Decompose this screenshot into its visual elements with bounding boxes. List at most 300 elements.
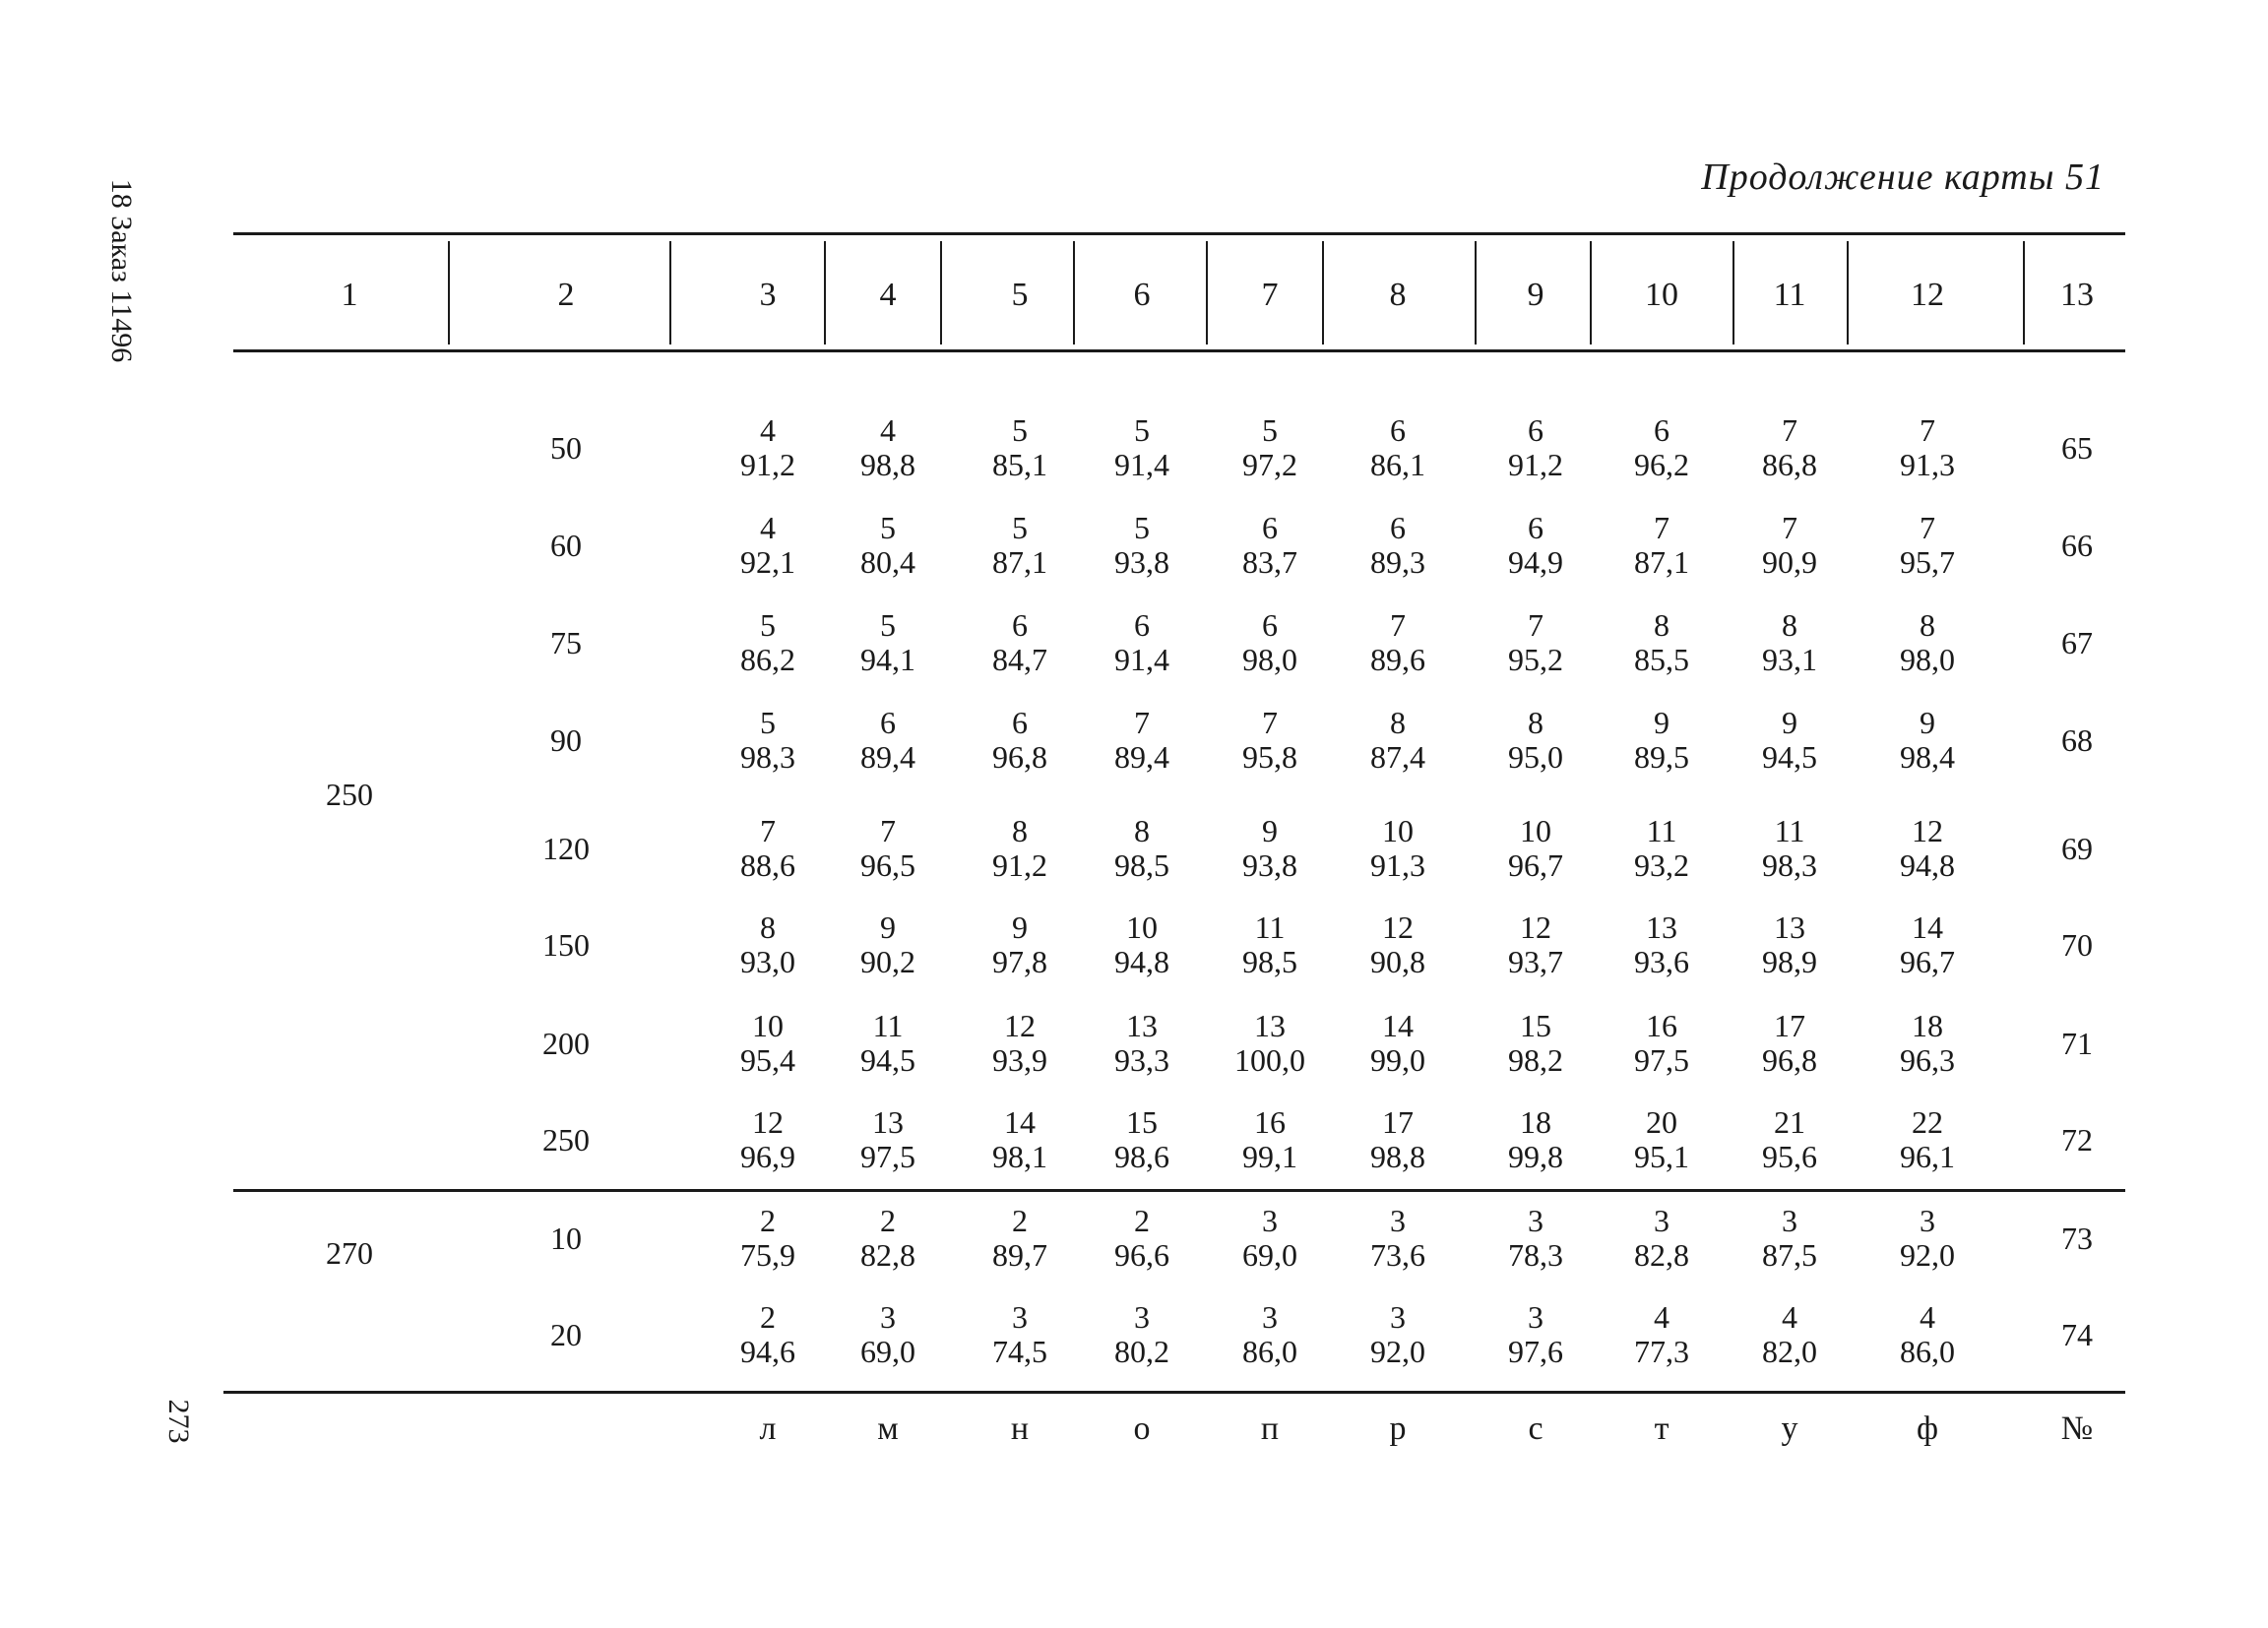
table-cell [1083, 1204, 1201, 1273]
table-cell [1868, 511, 1986, 580]
row-number: 65 [2061, 430, 2093, 466]
cell-count: 5 [760, 705, 776, 740]
cell-count: 11 [872, 1008, 904, 1043]
cell-percent: 93,0 [740, 944, 795, 979]
cell-count: 6 [1390, 510, 1406, 545]
table-cell [1603, 1204, 1721, 1273]
header-cell: 6 [1133, 277, 1151, 313]
cell-percent: 98,5 [1242, 944, 1297, 979]
cell-percent: 69,0 [860, 1334, 915, 1369]
table-cell [709, 608, 827, 677]
table-cell [1211, 608, 1329, 677]
table-cell [1603, 1009, 1721, 1078]
table-cell [829, 511, 947, 580]
table-cell [1211, 1204, 1329, 1273]
cell-count: 3 [1528, 1203, 1544, 1238]
table-cell [1603, 910, 1721, 979]
row-dimension: 60 [550, 528, 582, 563]
cell-percent: 97,8 [992, 944, 1047, 979]
cell-percent: 95,7 [1900, 544, 1955, 580]
table-cell [1211, 706, 1329, 775]
table-cell [961, 608, 1079, 677]
cell-percent: 87,4 [1370, 739, 1425, 775]
cell-percent: 80,2 [1114, 1334, 1169, 1369]
cell-count: 9 [1012, 909, 1028, 945]
table-top-rule [233, 232, 2125, 235]
cell-percent: 97,6 [1508, 1334, 1563, 1369]
cell-percent: 78,3 [1508, 1237, 1563, 1273]
cell-percent: 99,8 [1508, 1139, 1563, 1174]
cell-percent: 96,9 [740, 1139, 795, 1174]
header-cell: 13 [2060, 277, 2094, 313]
table-cell [1083, 706, 1201, 775]
table-cell [961, 910, 1079, 979]
header-cell: 11 [1773, 277, 1806, 313]
header-cell: 1 [341, 277, 358, 313]
cell-percent: 89,6 [1370, 642, 1425, 677]
cell-count: 8 [1528, 705, 1544, 740]
cell-percent: 80,4 [860, 544, 915, 580]
cell-count: 7 [1262, 705, 1278, 740]
table-cell [1868, 413, 1986, 482]
table-cell [829, 608, 947, 677]
row-dimension: 200 [542, 1026, 590, 1061]
cell-percent: 74,5 [992, 1334, 1047, 1369]
cell-percent: 96,7 [1900, 944, 1955, 979]
cell-count: 8 [1134, 813, 1150, 848]
cell-count: 16 [1254, 1104, 1286, 1140]
cell-count: 8 [1012, 813, 1028, 848]
header-cell: 3 [759, 277, 777, 313]
header-cell: 7 [1261, 277, 1279, 313]
cell-percent: 98,9 [1762, 944, 1817, 979]
cell-percent: 89,7 [992, 1237, 1047, 1273]
row-number: 71 [2061, 1026, 2093, 1061]
cell-count: 9 [1782, 705, 1797, 740]
cell-count: 7 [1390, 607, 1406, 643]
table-cell [1477, 1300, 1595, 1369]
header-separator [448, 241, 450, 344]
cell-count: 13 [1254, 1008, 1286, 1043]
group-label: 270 [326, 1235, 373, 1271]
cell-percent: 95,6 [1762, 1139, 1817, 1174]
cell-percent: 92,0 [1900, 1237, 1955, 1273]
cell-count: 14 [1912, 909, 1943, 945]
cell-count: 12 [1382, 909, 1414, 945]
table-cell [1083, 814, 1201, 883]
cell-percent: 89,3 [1370, 544, 1425, 580]
cell-count: 3 [1654, 1203, 1670, 1238]
table-cell [1868, 910, 1986, 979]
row-number: 68 [2061, 722, 2093, 758]
cell-count: 6 [1012, 607, 1028, 643]
table-cell [961, 1300, 1079, 1369]
table-cell [1603, 1105, 1721, 1174]
table-cell [1339, 608, 1457, 677]
footer-letter: ф [1916, 1410, 1939, 1447]
table-cell [961, 814, 1079, 883]
table-cell [829, 1105, 947, 1174]
cell-percent: 91,2 [740, 447, 795, 482]
table-cell [1868, 1105, 1986, 1174]
cell-percent: 91,4 [1114, 642, 1169, 677]
table-cell [1083, 1009, 1201, 1078]
row-dimension: 20 [550, 1317, 582, 1352]
row-dimension: 120 [542, 831, 590, 866]
cell-count: 14 [1004, 1104, 1036, 1140]
cell-percent: 98,6 [1114, 1139, 1169, 1174]
table-cell [961, 1204, 1079, 1273]
cell-count: 17 [1382, 1104, 1414, 1140]
table-cell [1731, 1300, 1849, 1369]
cell-percent: 96,5 [860, 847, 915, 883]
row-number: 70 [2061, 927, 2093, 963]
header-cell: 10 [1645, 277, 1678, 313]
cell-count: 5 [1134, 412, 1150, 448]
cell-percent: 96,8 [992, 739, 1047, 775]
table-cell [709, 413, 827, 482]
cell-count: 7 [880, 813, 896, 848]
table-cell [1868, 1204, 1986, 1273]
cell-count: 21 [1774, 1104, 1805, 1140]
cell-count: 3 [1262, 1299, 1278, 1335]
cell-percent: 85,5 [1634, 642, 1689, 677]
row-dimension: 50 [550, 430, 582, 466]
cell-percent: 96,6 [1114, 1237, 1169, 1273]
cell-count: 10 [752, 1008, 784, 1043]
cell-count: 13 [872, 1104, 904, 1140]
row-dimension: 75 [550, 625, 582, 660]
cell-count: 7 [1528, 607, 1544, 643]
cell-percent: 97,5 [1634, 1042, 1689, 1078]
cell-percent: 90,9 [1762, 544, 1817, 580]
cell-count: 5 [880, 510, 896, 545]
table-cell [829, 910, 947, 979]
cell-count: 8 [1782, 607, 1797, 643]
cell-count: 4 [880, 412, 896, 448]
cell-percent: 92,0 [1370, 1334, 1425, 1369]
cell-count: 3 [1782, 1203, 1797, 1238]
cell-count: 10 [1382, 813, 1414, 848]
table-cell [1211, 1009, 1329, 1078]
cell-count: 3 [1012, 1299, 1028, 1335]
row-number: 73 [2061, 1221, 2093, 1256]
table-cell [1083, 1300, 1201, 1369]
cell-percent: 86,0 [1900, 1334, 1955, 1369]
header-cell: 12 [1911, 277, 1944, 313]
cell-percent: 91,4 [1114, 447, 1169, 482]
cell-percent: 93,6 [1634, 944, 1689, 979]
footer-letter: р [1389, 1410, 1407, 1447]
cell-percent: 69,0 [1242, 1237, 1297, 1273]
cell-percent: 95,0 [1508, 739, 1563, 775]
cell-count: 18 [1520, 1104, 1551, 1140]
cell-percent: 94,8 [1900, 847, 1955, 883]
footer-letter: № [2060, 1410, 2094, 1447]
cell-percent: 95,1 [1634, 1139, 1689, 1174]
table-cell [1477, 1204, 1595, 1273]
table-cell [1083, 608, 1201, 677]
cell-count: 3 [1528, 1299, 1544, 1335]
cell-percent: 86,1 [1370, 447, 1425, 482]
cell-count: 12 [752, 1104, 784, 1140]
header-separator [669, 241, 671, 344]
table-cell [1731, 1105, 1849, 1174]
table-cell [829, 706, 947, 775]
cell-count: 2 [1134, 1203, 1150, 1238]
header-cell: 4 [879, 277, 897, 313]
footer-letter: л [759, 1410, 777, 1447]
cell-percent: 86,8 [1762, 447, 1817, 482]
cell-count: 5 [1012, 510, 1028, 545]
table-cell [1603, 814, 1721, 883]
table-cell [1083, 910, 1201, 979]
cell-percent: 95,4 [740, 1042, 795, 1078]
cell-count: 4 [1782, 1299, 1797, 1335]
cell-percent: 98,0 [1242, 642, 1297, 677]
cell-count: 2 [880, 1203, 896, 1238]
table-cell [1477, 511, 1595, 580]
cell-percent: 91,3 [1900, 447, 1955, 482]
table-cell [1868, 706, 1986, 775]
table-cell [1731, 706, 1849, 775]
table-cell [1339, 706, 1457, 775]
cell-percent: 98,3 [740, 739, 795, 775]
cell-percent: 98,1 [992, 1139, 1047, 1174]
cell-percent: 98,3 [1762, 847, 1817, 883]
table-cell [1211, 511, 1329, 580]
table-cell [829, 1009, 947, 1078]
table-cell [1603, 608, 1721, 677]
cell-percent: 93,9 [992, 1042, 1047, 1078]
cell-percent: 84,7 [992, 642, 1047, 677]
cell-percent: 89,5 [1634, 739, 1689, 775]
table-bottom-rule [223, 1391, 2125, 1394]
header-cell: 2 [557, 277, 575, 313]
cell-percent: 91,3 [1370, 847, 1425, 883]
cell-count: 6 [1390, 412, 1406, 448]
table-cell [1731, 910, 1849, 979]
table-cell [1731, 1009, 1849, 1078]
cell-percent: 98,5 [1114, 847, 1169, 883]
table-cell [1211, 1300, 1329, 1369]
table-cell [1477, 1105, 1595, 1174]
cell-percent: 77,3 [1634, 1334, 1689, 1369]
cell-count: 13 [1646, 909, 1677, 945]
cell-count: 6 [1528, 510, 1544, 545]
cell-percent: 93,7 [1508, 944, 1563, 979]
group-label: 250 [326, 776, 373, 812]
page-number: 273 [162, 1399, 195, 1444]
table-cell [709, 814, 827, 883]
cell-count: 8 [1654, 607, 1670, 643]
table-cell [1339, 1300, 1457, 1369]
table-cell [1339, 910, 1457, 979]
cell-count: 3 [1262, 1203, 1278, 1238]
group-separator-rule [233, 1189, 2125, 1192]
cell-count: 6 [1262, 510, 1278, 545]
table-cell [961, 706, 1079, 775]
table-cell [1339, 1009, 1457, 1078]
table-cell [961, 1105, 1079, 1174]
cell-count: 20 [1646, 1104, 1677, 1140]
cell-count: 7 [1920, 412, 1935, 448]
header-bottom-rule [233, 349, 2125, 352]
cell-count: 6 [1654, 412, 1670, 448]
cell-percent: 94,8 [1114, 944, 1169, 979]
cell-count: 5 [880, 607, 896, 643]
cell-percent: 96,7 [1508, 847, 1563, 883]
cell-count: 6 [1134, 607, 1150, 643]
table-cell [1211, 814, 1329, 883]
table-cell [1477, 413, 1595, 482]
table-cell [961, 413, 1079, 482]
cell-percent: 91,2 [1508, 447, 1563, 482]
table-cell [1211, 910, 1329, 979]
cell-percent: 98,8 [1370, 1139, 1425, 1174]
cell-count: 11 [1646, 813, 1677, 848]
table-cell [709, 511, 827, 580]
cell-percent: 100,0 [1234, 1042, 1305, 1078]
cell-percent: 93,3 [1114, 1042, 1169, 1078]
table-cell [1339, 511, 1457, 580]
cell-percent: 95,8 [1242, 739, 1297, 775]
table-cell [1339, 413, 1457, 482]
cell-count: 7 [1782, 412, 1797, 448]
footer-letter: у [1781, 1410, 1798, 1447]
header-cell: 8 [1389, 277, 1407, 313]
table-cell [1731, 413, 1849, 482]
cell-percent: 90,2 [860, 944, 915, 979]
row-number: 74 [2061, 1317, 2093, 1352]
cell-count: 5 [1262, 412, 1278, 448]
cell-count: 7 [1782, 510, 1797, 545]
cell-percent: 99,0 [1370, 1042, 1425, 1078]
cell-percent: 89,4 [860, 739, 915, 775]
cell-percent: 83,7 [1242, 544, 1297, 580]
cell-percent: 93,2 [1634, 847, 1689, 883]
cell-percent: 98,8 [860, 447, 915, 482]
table-cell [1731, 1204, 1849, 1273]
cell-percent: 82,8 [860, 1237, 915, 1273]
table-cell [1083, 511, 1201, 580]
cell-percent: 73,6 [1370, 1237, 1425, 1273]
table-cell [1603, 706, 1721, 775]
table-cell [1731, 511, 1849, 580]
cell-count: 4 [1654, 1299, 1670, 1335]
cell-count: 16 [1646, 1008, 1677, 1043]
cell-count: 12 [1520, 909, 1551, 945]
footer-letter: т [1654, 1410, 1670, 1447]
header-separator [1206, 241, 1208, 344]
cell-count: 11 [1254, 909, 1286, 945]
cell-percent: 82,0 [1762, 1334, 1817, 1369]
table-cell [1477, 910, 1595, 979]
row-dimension: 10 [550, 1221, 582, 1256]
table-cell [1339, 814, 1457, 883]
cell-count: 9 [880, 909, 896, 945]
cell-percent: 94,5 [860, 1042, 915, 1078]
cell-count: 10 [1520, 813, 1551, 848]
cell-count: 4 [760, 412, 776, 448]
table-cell [709, 706, 827, 775]
cell-count: 3 [1390, 1299, 1406, 1335]
header-cell: 5 [1011, 277, 1029, 313]
footer-letter: н [1010, 1410, 1030, 1447]
cell-percent: 96,3 [1900, 1042, 1955, 1078]
cell-count: 9 [1262, 813, 1278, 848]
table-cell [709, 1300, 827, 1369]
table-cell [1731, 814, 1849, 883]
cell-percent: 90,8 [1370, 944, 1425, 979]
cell-count: 22 [1912, 1104, 1943, 1140]
table-cell [1477, 1009, 1595, 1078]
table-cell [1477, 814, 1595, 883]
table-cell [1868, 814, 1986, 883]
table-cell [829, 413, 947, 482]
cell-percent: 86,0 [1242, 1334, 1297, 1369]
cell-count: 7 [1134, 705, 1150, 740]
cell-count: 2 [760, 1203, 776, 1238]
cell-percent: 98,0 [1900, 642, 1955, 677]
footer-letter: м [877, 1410, 899, 1447]
cell-count: 13 [1126, 1008, 1158, 1043]
table-cell [1868, 1009, 1986, 1078]
cell-percent: 93,8 [1114, 544, 1169, 580]
table-cell [709, 1105, 827, 1174]
table-cell [1603, 1300, 1721, 1369]
table-cell [829, 814, 947, 883]
cell-percent: 85,1 [992, 447, 1047, 482]
table-cell [829, 1300, 947, 1369]
header-cell: 9 [1527, 277, 1544, 313]
cell-percent: 97,5 [860, 1139, 915, 1174]
table-cell [1477, 706, 1595, 775]
cell-count: 5 [760, 607, 776, 643]
cell-count: 8 [1390, 705, 1406, 740]
cell-count: 6 [880, 705, 896, 740]
cell-percent: 87,1 [992, 544, 1047, 580]
cell-percent: 94,6 [740, 1334, 795, 1369]
cell-count: 7 [1920, 510, 1935, 545]
cell-count: 4 [1920, 1299, 1935, 1335]
table-cell [1083, 1105, 1201, 1174]
cell-percent: 92,1 [740, 544, 795, 580]
cell-count: 15 [1126, 1104, 1158, 1140]
table-caption: Продолжение карты 51 [1701, 157, 2105, 198]
table-cell [1603, 511, 1721, 580]
cell-count: 3 [1390, 1203, 1406, 1238]
cell-count: 13 [1774, 909, 1805, 945]
cell-count: 2 [1012, 1203, 1028, 1238]
cell-percent: 99,1 [1242, 1139, 1297, 1174]
row-number: 67 [2061, 625, 2093, 660]
cell-count: 3 [1134, 1299, 1150, 1335]
footer-letter: с [1528, 1410, 1544, 1447]
cell-count: 9 [1654, 705, 1670, 740]
table-cell [709, 910, 827, 979]
cell-percent: 95,2 [1508, 642, 1563, 677]
cell-percent: 75,9 [740, 1237, 795, 1273]
cell-count: 6 [1528, 412, 1544, 448]
row-dimension: 250 [542, 1122, 590, 1158]
cell-count: 5 [1134, 510, 1150, 545]
cell-percent: 94,9 [1508, 544, 1563, 580]
table-cell [1083, 413, 1201, 482]
table-cell [961, 511, 1079, 580]
cell-count: 11 [1774, 813, 1805, 848]
table-cell [1211, 413, 1329, 482]
